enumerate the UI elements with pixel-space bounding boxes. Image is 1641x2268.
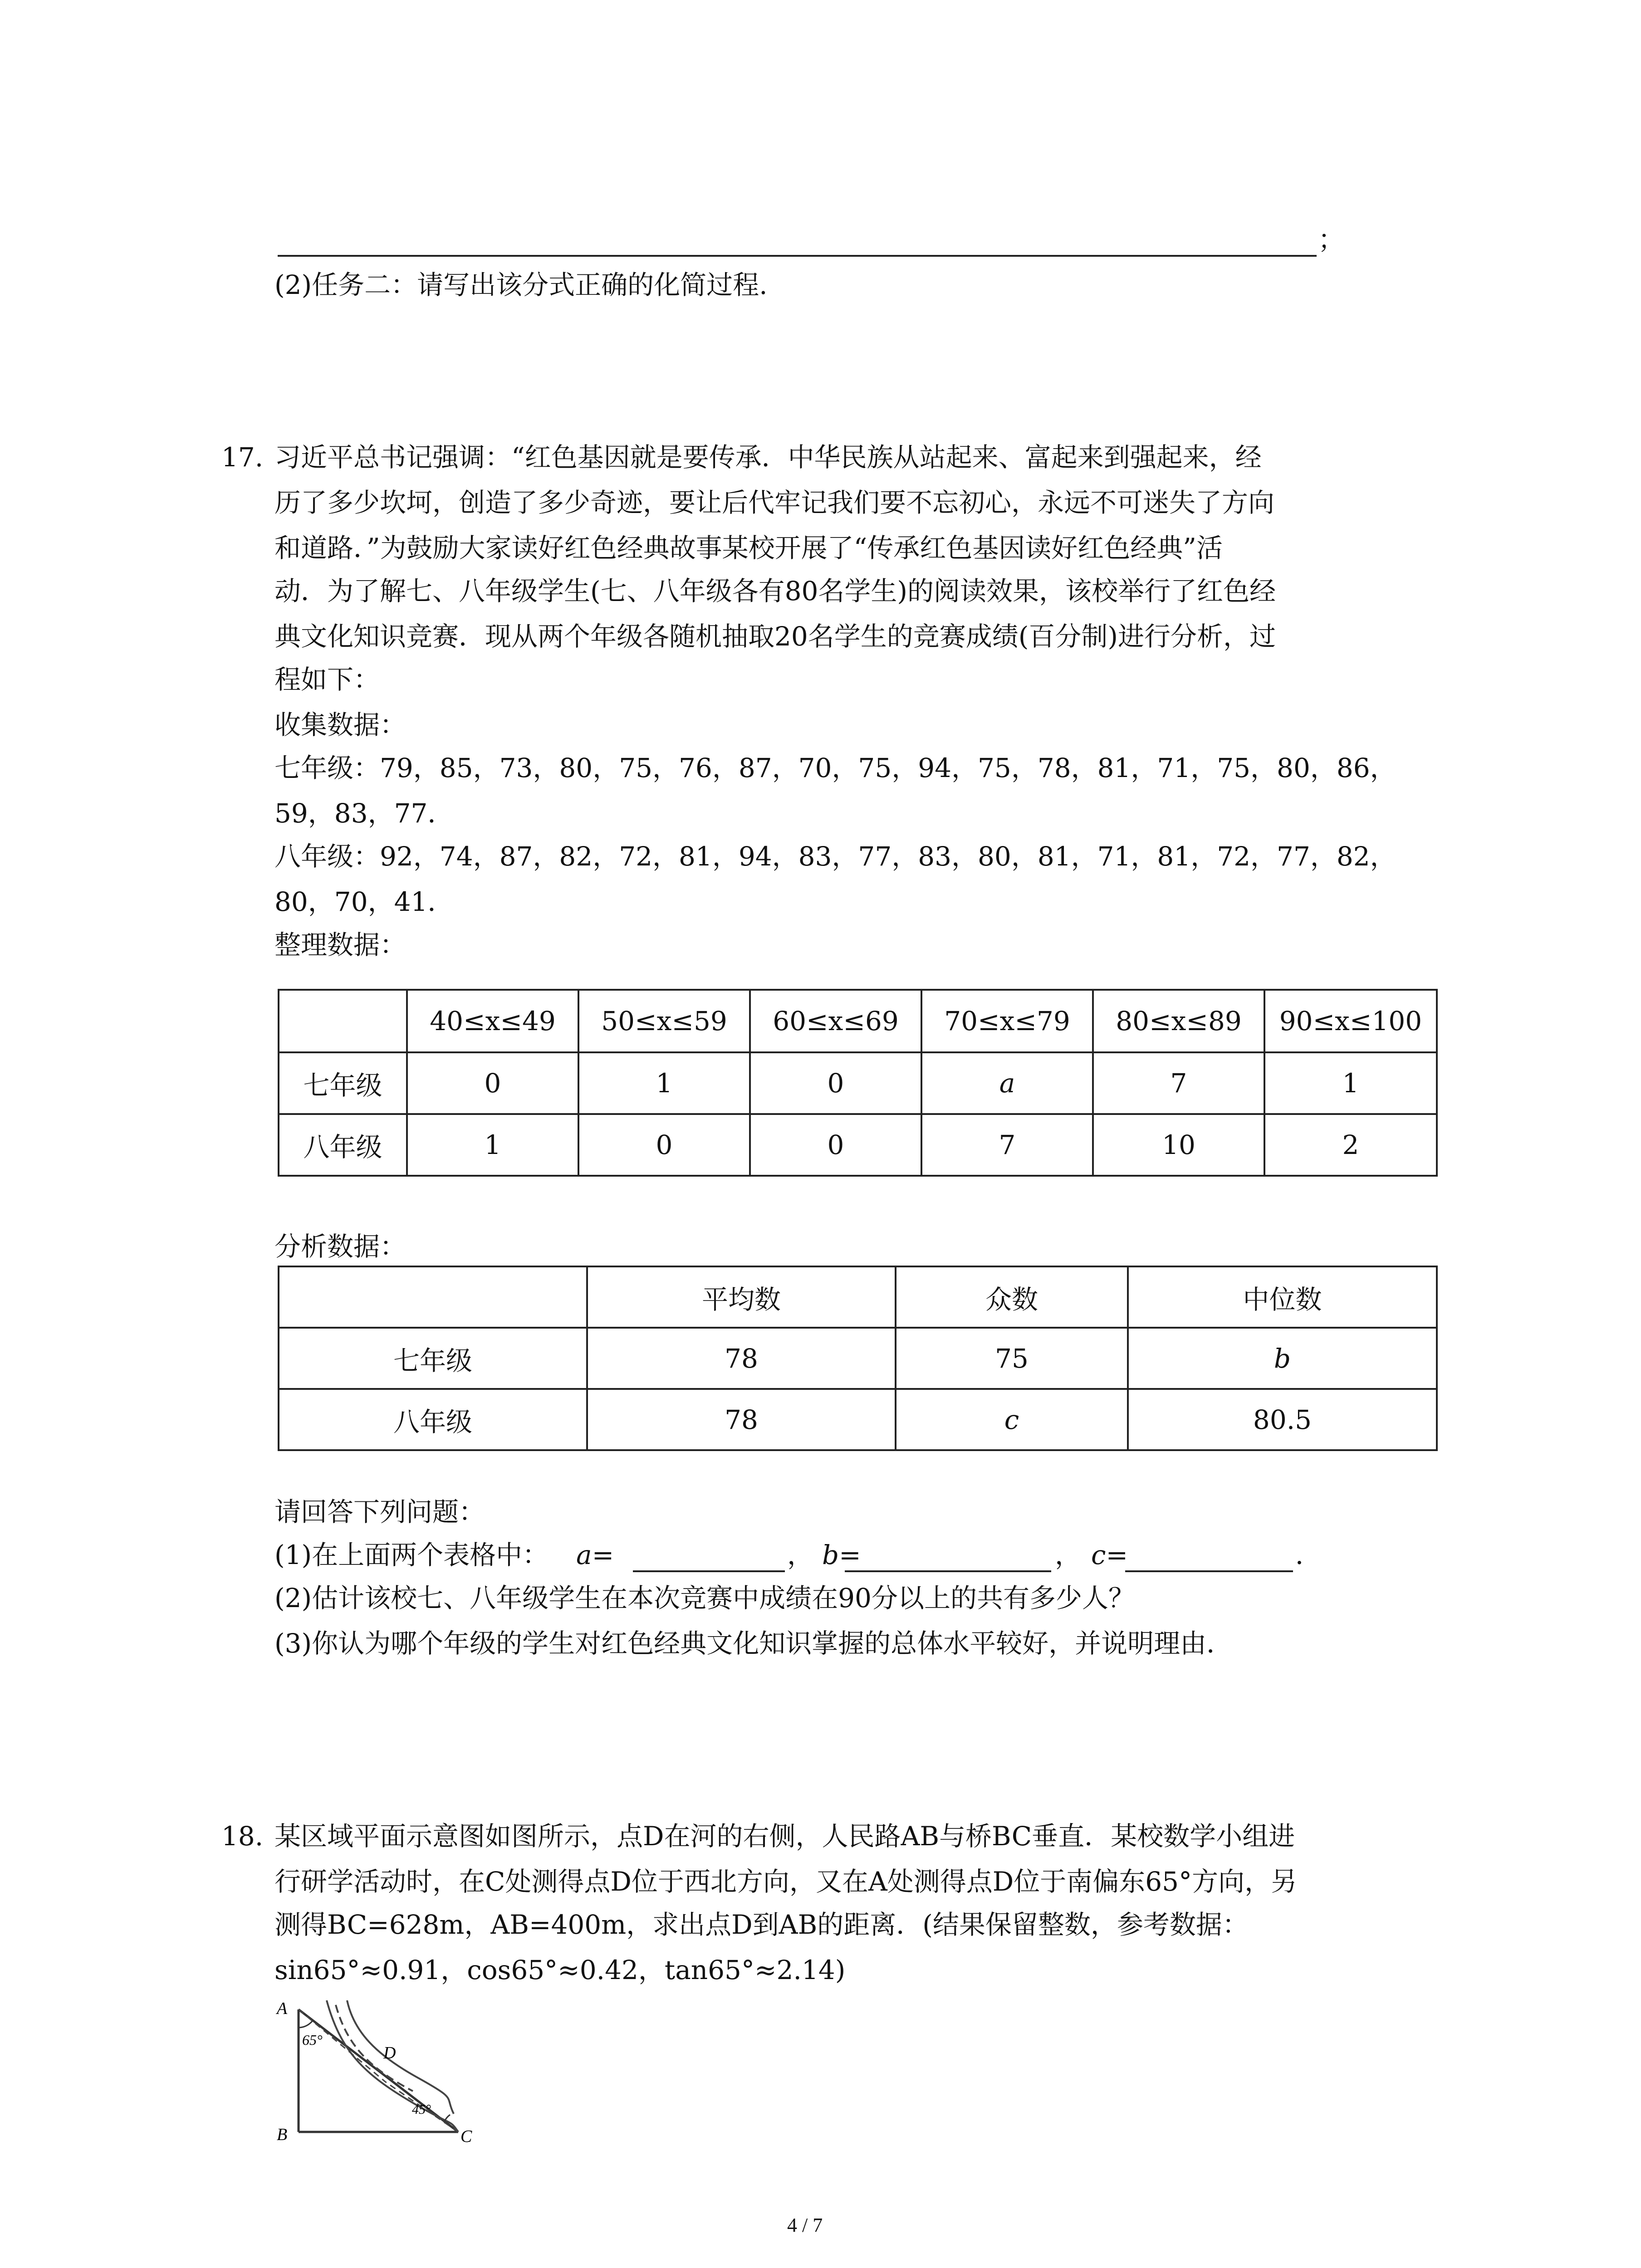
table-cell: 78 xyxy=(587,1328,896,1389)
blank-b xyxy=(845,1570,1051,1572)
table-row xyxy=(279,1389,1437,1450)
table-cell: 2 xyxy=(1264,1114,1437,1176)
table-row xyxy=(279,1328,1437,1389)
angle-arc-c xyxy=(445,2115,450,2121)
grade7-data-line-2: 59，83，77． xyxy=(274,798,454,829)
freq-header-cell: 40≤x≤49 xyxy=(407,990,578,1052)
q18-para-line-3: 测得BC=628m，AB=400m，求出点D到AB的距离．(结果保留整数，参考数据： xyxy=(274,1909,1249,1940)
page-number: 4 / 7 xyxy=(787,2214,823,2236)
freq-header-cell xyxy=(279,990,407,1052)
sub1-sep-2: ， xyxy=(1055,1540,1082,1570)
label-point-a: A xyxy=(277,1999,288,2018)
sub2-text: (2)估计该校七、八年级学生在本次竞赛中成绩在90分以上的共有多少人？ xyxy=(274,1583,1135,1613)
q17-para-line-2: 历了多少坎坷，创造了多少奇迹，要让后代牢记我们要不忘初心，永远不可迷失了方向 xyxy=(274,487,1275,518)
q17-para-line-5: 典文化知识竞赛．现从两个年级各随机抽取20名学生的竞赛成绩(百分制)进行分析，过 xyxy=(274,621,1276,652)
collect-data-label: 收集数据： xyxy=(274,709,407,740)
row-label: 八年级 xyxy=(279,1114,407,1176)
stats-header-cell xyxy=(279,1266,587,1328)
row-label: 八年级 xyxy=(279,1389,587,1450)
table-cell: 0 xyxy=(578,1114,750,1176)
analyze-data-label: 分析数据： xyxy=(274,1231,407,1262)
freq-header-cell: 70≤x≤79 xyxy=(921,990,1093,1052)
table-cell: c xyxy=(896,1389,1128,1450)
stats-header-cell: 平均数 xyxy=(587,1266,896,1328)
sub3-text: (3)你认为哪个年级的学生对红色经典文化知识掌握的总体水平较好，并说明理由． xyxy=(274,1628,1233,1659)
q18-para-line-4: sin65°≈0.91，cos65°≈0.42，tan65°≈2.14) xyxy=(274,1955,846,1985)
sub1-a-label: a= xyxy=(576,1540,614,1570)
blank-c xyxy=(1125,1570,1293,1572)
table-cell: 80.5 xyxy=(1128,1389,1437,1450)
organize-data-label: 整理数据： xyxy=(274,929,407,960)
table-cell: a xyxy=(921,1052,1093,1114)
table-cell: 7 xyxy=(921,1114,1093,1176)
q16-task2: (2)任务二：请写出该分式正确的化简过程. xyxy=(274,269,768,300)
label-point-c: C xyxy=(460,2127,472,2146)
grade8-data-line-1: 八年级：92，74，87，82，72，81，94，83，77，83，80，81，71，81，72，77，82， xyxy=(274,841,1396,872)
q17-para-line-6: 程如下： xyxy=(274,664,380,695)
label-point-d: D xyxy=(383,2043,396,2063)
sub1-b-label: b= xyxy=(822,1540,861,1570)
segment-ac xyxy=(299,2009,458,2132)
label-point-b: B xyxy=(277,2125,288,2144)
stats-header-cell: 众数 xyxy=(896,1266,1128,1328)
statistics-table-header-row xyxy=(279,1266,1437,1328)
sub1-end: ． xyxy=(1295,1540,1322,1570)
table-cell: 1 xyxy=(578,1052,750,1114)
freq-header-cell: 90≤x≤100 xyxy=(1264,990,1437,1052)
grade7-data-line-1: 七年级：79，85，73，80，75，76，87，70，75，94，75，78，81，71，75，80，86， xyxy=(274,753,1396,783)
table-cell: 1 xyxy=(1264,1052,1437,1114)
q17-number: 17. xyxy=(221,442,264,473)
freq-header-cell: 50≤x≤59 xyxy=(578,990,750,1052)
table-cell: 10 xyxy=(1093,1114,1264,1176)
q17-para-line-1: 习近平总书记强调：“红色基因就是要传承．中华民族从站起来、富起来到强起来，经 xyxy=(274,442,1262,473)
stats-header-cell: 中位数 xyxy=(1128,1266,1437,1328)
geometry-figure xyxy=(272,1996,499,2146)
blank-a xyxy=(633,1570,785,1572)
river-bank-right xyxy=(347,2000,454,2114)
table-row xyxy=(279,1114,1437,1176)
river-bank-left xyxy=(327,2000,458,2132)
row-label: 七年级 xyxy=(279,1052,407,1114)
answer-blank-line xyxy=(278,255,1317,257)
label-angle-c: 45° xyxy=(412,2102,431,2117)
table-cell: 75 xyxy=(896,1328,1128,1389)
table-cell: 1 xyxy=(407,1114,578,1176)
table-cell: b xyxy=(1128,1328,1437,1389)
grade8-data-line-2: 80，70，41． xyxy=(274,886,454,917)
q18-para-line-2: 行研学活动时，在C处测得点D位于西北方向，又在A处测得点D位于南偏东65°方向，另 xyxy=(274,1866,1298,1897)
sub1-c-label: c= xyxy=(1091,1540,1128,1570)
frequency-table xyxy=(278,989,1438,1177)
frequency-table-header-row xyxy=(279,990,1437,1052)
freq-header-cell: 80≤x≤89 xyxy=(1093,990,1264,1052)
label-angle-a: 65° xyxy=(302,2032,323,2048)
sub1-prefix: (1)在上面两个表格中： xyxy=(274,1540,549,1570)
statistics-table xyxy=(278,1266,1438,1451)
answer-prompt: 请回答下列问题： xyxy=(274,1496,485,1527)
table-cell: 0 xyxy=(750,1114,921,1176)
q18-number: 18. xyxy=(221,1821,264,1852)
row-label: 七年级 xyxy=(279,1328,587,1389)
table-cell: 0 xyxy=(407,1052,578,1114)
angle-arc-a xyxy=(299,2021,312,2028)
q17-para-line-3: 和道路．”为鼓励大家读好红色经典故事某校开展了“传承红色基因读好红色经典”活 xyxy=(274,533,1223,563)
q17-para-line-4: 动．为了解七、八年级学生(七、八年级各有80名学生)的阅读效果，该校举行了红色经 xyxy=(274,576,1276,606)
freq-header-cell: 60≤x≤69 xyxy=(750,990,921,1052)
table-cell: 0 xyxy=(750,1052,921,1114)
table-cell: 78 xyxy=(587,1389,896,1450)
sub1-sep-1: ， xyxy=(787,1540,814,1570)
table-row xyxy=(279,1052,1437,1114)
answer-tail-punct: ； xyxy=(1318,224,1345,255)
table-cell: 7 xyxy=(1093,1052,1264,1114)
q18-para-line-1: 某区域平面示意图如图所示，点D在河的右侧，人民路AB与桥BC垂直．某校数学小组进 xyxy=(274,1821,1295,1852)
